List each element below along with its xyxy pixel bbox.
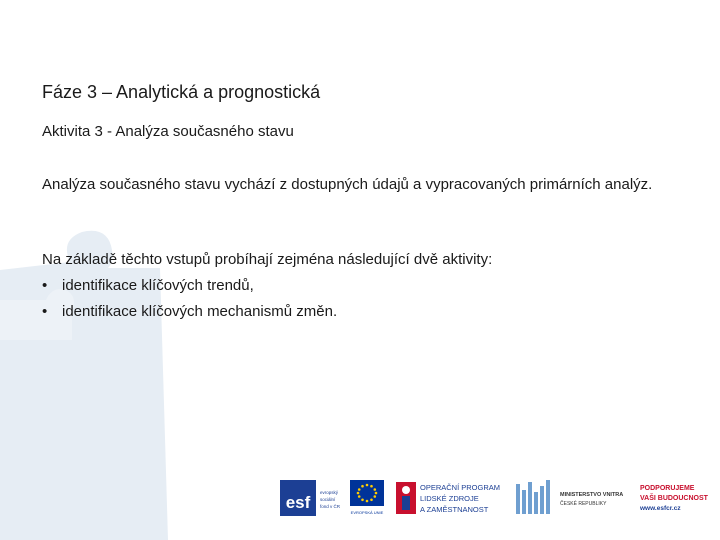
bullet-item	[42, 299, 670, 325]
support-logo-url: www.esfcr.cz	[640, 505, 681, 512]
bullet-item	[42, 273, 670, 299]
bullet-marker: •	[42, 277, 48, 294]
slide-title: Fáze 3 – Analytická a prognostická	[42, 82, 321, 102]
op-logo-text: OPERAČNÍ PROGRAM	[420, 483, 501, 492]
activities-intro: Na základě těchto vstupů probíhají zejména následující dvě aktivity:	[42, 251, 493, 268]
ministry-logo-text: MINISTERSTVO VNITRA	[560, 492, 624, 498]
op-lzz-logo	[394, 478, 506, 520]
bullet-text: identifikace klíčových mechanismů změn.	[62, 303, 338, 320]
op-logo-text: A ZAMĚSTNANOST	[420, 505, 489, 514]
ministry-emblem-icon	[516, 480, 550, 514]
ministry-logo-text: ČESKÉ REPUBLIKY	[560, 501, 607, 507]
op-logo-text: LIDSKÉ ZDROJE	[420, 494, 479, 503]
footer-logos	[280, 478, 716, 520]
esf-logo-mark: esf	[285, 493, 311, 512]
intro-paragraph: Analýza současného stavu vychází z dostupných údajů a vypracovaných primárních analýz.	[42, 176, 653, 193]
esf-logo	[280, 478, 344, 520]
op-figure-head-icon	[402, 486, 410, 494]
esf-logo-text: fond v ČR	[320, 504, 341, 509]
support-logo-text: PODPORUJEME	[640, 485, 695, 492]
ministry-logo	[514, 478, 632, 520]
esf-logo-text: evropský	[320, 490, 339, 495]
esf-logo-text: sociální	[320, 497, 336, 502]
op-figure-body-icon	[402, 496, 410, 510]
eu-flag-logo	[348, 478, 386, 520]
slide-subtitle: Aktivita 3 - Analýza současného stavu	[42, 123, 294, 140]
eu-logo-text: EVROPSKÁ UNIE	[350, 510, 384, 515]
support-logo	[638, 478, 716, 520]
activities-section	[42, 247, 670, 325]
bullet-text: identifikace klíčových trendů,	[62, 277, 254, 294]
support-logo-text: VAŠI BUDOUCNOST	[640, 495, 708, 502]
bullet-marker: •	[42, 303, 48, 320]
